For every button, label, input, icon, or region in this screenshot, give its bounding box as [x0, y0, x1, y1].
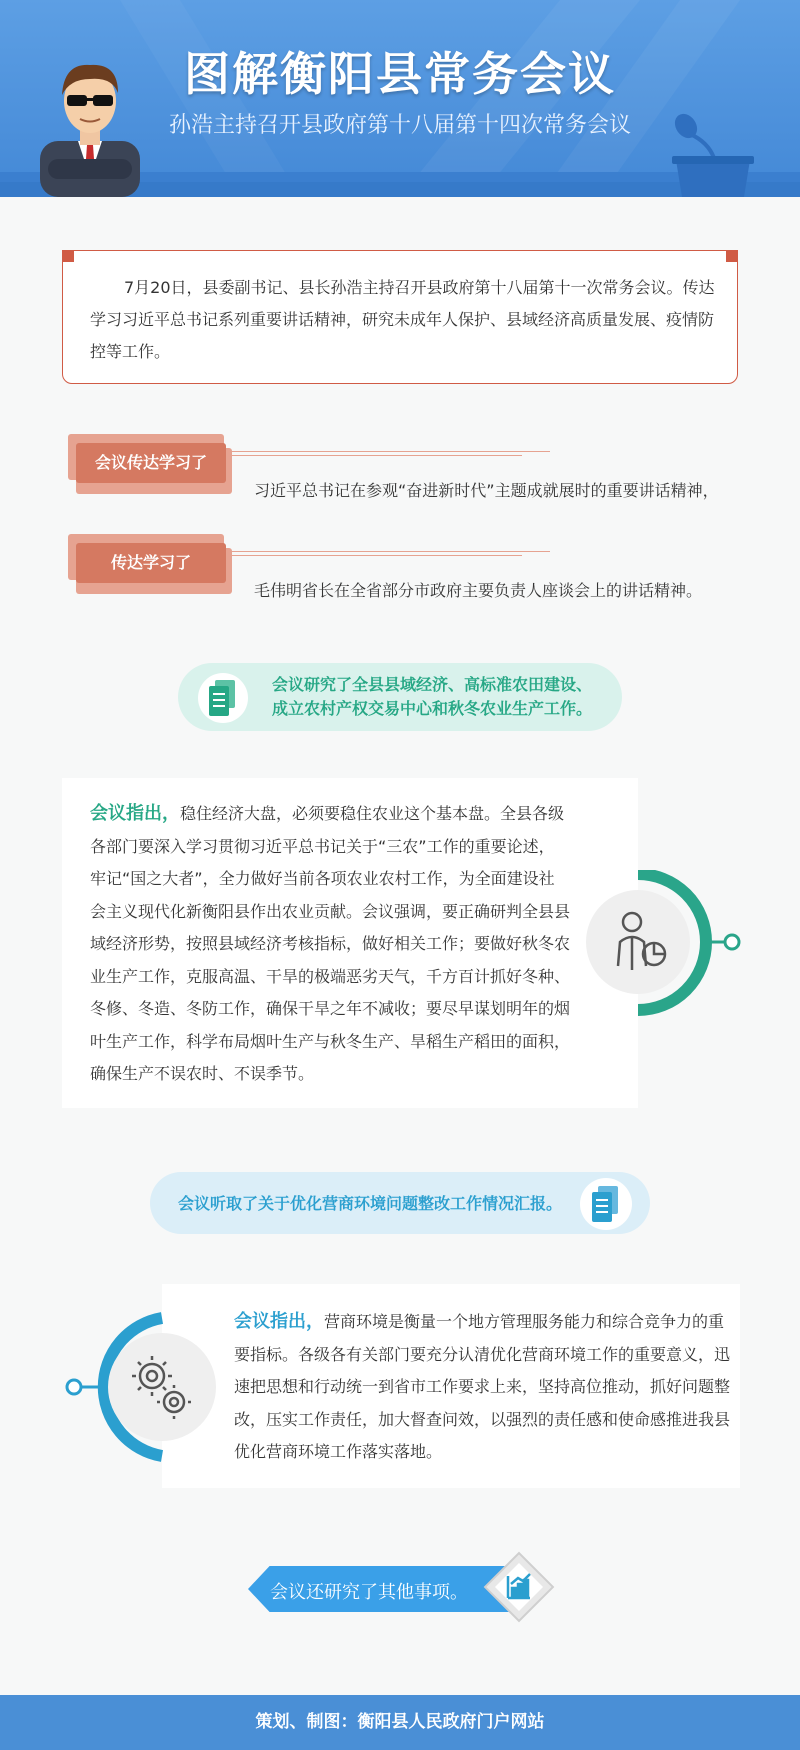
report-icon [592, 1186, 620, 1222]
business-body-text [234, 1306, 730, 1469]
chart-diamond-icon [478, 1546, 560, 1628]
research-text-line1: 会议研究了全县县域经济、高标准农田建设、 [272, 675, 593, 694]
other-matters-text: 会议还研究了其他事项。 [270, 1582, 468, 1603]
header-banner [0, 0, 800, 197]
agriculture-body: 稳住经济大盘，必须要稳住农业这个基本盘。全县各级各部门要深入学习贯彻习近平总书记关于“三农”工作的重要论述，牢记“国之大者”，全力做好当前各项农业农村工作，为全面建设社会主义现代化新衡阳县作出农业贡献。会议强调，要正确研判全县县域经济形势，按照县域经济考核指标，做好相关工作；要做好秋冬农业生产工作，克服高温、干旱的极端恶劣天气，千方百计抓好冬种、冬修、冬造、冬防工作，确保干旱之年不减收；要尽早谋划明年的烟叶生产工作，科学布局烟叶生产与秋冬生产、旱稻生产稻田的面积，确保生产不误农时、不误季节。 [90, 804, 571, 1083]
page-subtitle: 孙浩主持召开县政府第十八届第十四次常务会议 [168, 113, 631, 138]
research-text [272, 673, 612, 721]
business-body: 营商环境是衡量一个地方管理服务能力和综合竞争力的重要指标。各级各有关部门要充分认清优化营商环境工作的重要意义，迅速把思想和行动统一到省市工作要求上来，坚持高位推动，抓好问题整改，压实工作责任，加大督查问效，以强烈的责任感和使命感推进我县优化营商环境工作落实落地。 [234, 1312, 731, 1461]
document-icon [209, 680, 237, 716]
intro-text: 7月20日，县委副书记、县长孙浩主持召开县政府第十八届第十一次常务会议。传达学习习近平总书记系列重要讲话精神，研究未成年人保护、县域经济高质量发展、疫情防控等工作。 [90, 278, 715, 361]
intro-corner-right [726, 250, 738, 262]
agriculture-text [90, 798, 570, 1091]
page-title: 图解衡阳县常务会议 [184, 47, 616, 101]
tag-divider [232, 455, 522, 456]
research-text-line2: 成立农村产权交易中心和秋冬农业生产工作。 [272, 699, 593, 718]
intro-corner-left [62, 250, 74, 262]
agriculture-highlight: 会议指出， [90, 803, 180, 824]
tag-divider [232, 555, 522, 556]
tag-text: 毛伟明省长在全省部分市政府主要负责人座谈会上的讲话精神。 [254, 581, 703, 600]
gears-icon-graphic [58, 1312, 228, 1462]
business-text: 会议听取了关于优化营商环境问题整改工作情况汇报。 [178, 1194, 563, 1213]
agriculture-icon-graphic [580, 870, 746, 1016]
tag-text: 习近平总书记在参观“奋进新时代”主题成就展时的重要讲话精神， [254, 481, 719, 500]
business-highlight: 会议指出， [234, 1311, 324, 1332]
tag-divider [232, 551, 550, 552]
tag-label: 传达学习了 [76, 543, 226, 583]
footer-credit: 策划、制图：衡阳县人民政府门户网站 [0, 1695, 800, 1750]
tag-divider [232, 451, 550, 452]
tag-label: 会议传达学习了 [76, 443, 226, 483]
